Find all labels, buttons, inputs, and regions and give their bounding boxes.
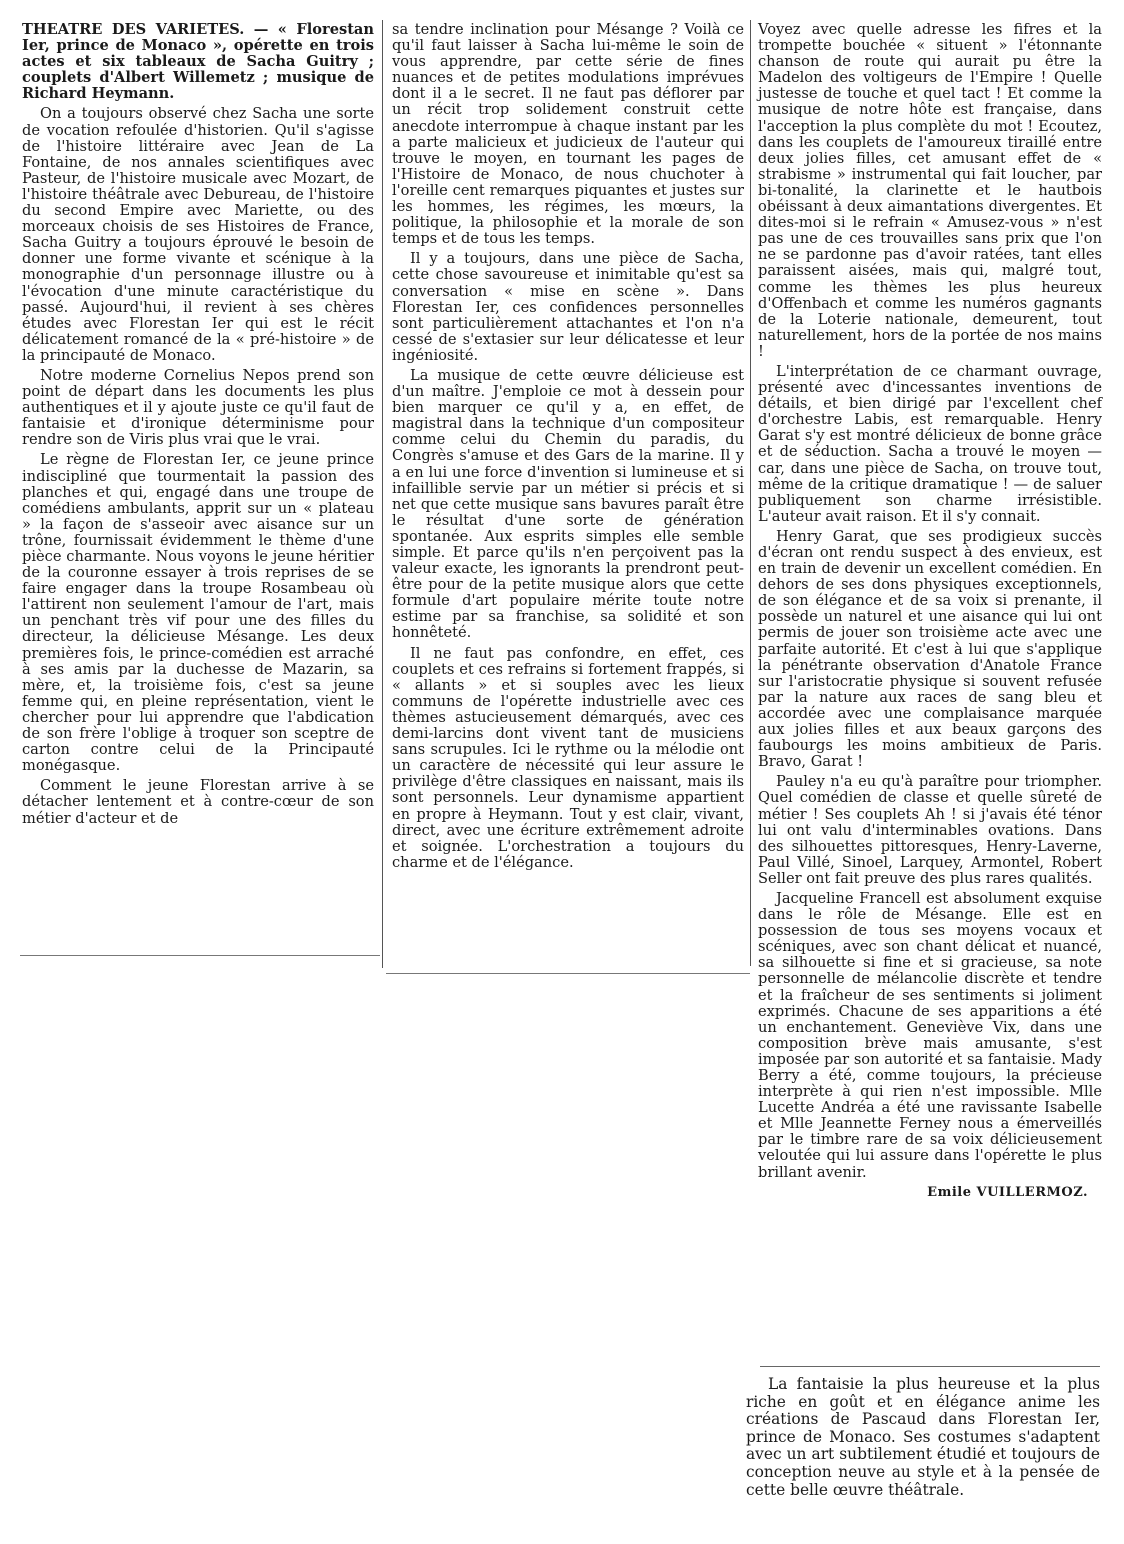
paragraph: Le règne de Florestan Ier, ce jeune prince indiscipliné que tourmentait la passion des planches et qui, engagé dans une troupe de comédiens ambulants, apprit sur un « plateau » la façon de s'asseoir avec aisance sur un trône, fournissait évidemment le thème d'une pièce charmante. Nous voyons le jeune héritier de la couronne essayer à trois reprises de se faire engager dans la troupe Rosambeau où l'attirent non seulement l'amour de l'art, mais un penchant très vif pour une des filles du directeur, la délicieuse Mésange. Les deux premières fois, le prince-comédien est arraché à ses amis par la duchesse de Mazarin, sa mère, et, la troisième fois, c'est sa jeune femme qui, en pleine représentation, vient le chercher pour lui apprendre que l'abdication de son frère l'oblige à troquer son sceptre de carton contre celui de la Principauté monégasque. [22,451,374,775]
column-divider [382,20,383,968]
paragraph: Jacqueline Francell est absolument exquise dans le rôle de Mésange. Elle est en possession de tous ses moyens vocaux et scéniques, avec son chant délicat et nuancé, sa silhouette si fine et si gracieuse, sa note personnelle de mélancolie discrète et tendre et la fraîcheur de ses sentiments si joliment exprimés. Chacune de ses apparitions a été un enchantement. Geneviève Vix, dans une composition brève mais amusante, s'est imposée par son autorité et sa fantaisie. Mady Berry a été, comme toujours, la précieuse interprète à qui rien n'est impossible. Mlle Lucette Andréa a été une ravissante Isabelle et Mlle Jeannette Ferney nous a émerveillés par le timbre rare de sa voix délicieusement veloutée qui lui assure dans l'opérette le plus brillant avenir. [758,889,1102,1181]
article-column-3 [758,22,1102,1201]
author-signature: Emile VUILLERMOZ. [927,1184,1088,1200]
paragraph: sa tendre inclination pour Mésange ? Voilà ce qu'il faut laisser à Sacha lui-même le soin de vous apprendre, par cette série de fines nuances et de petites modulations imprévues dont il a le secret. Il ne faut pas déflorer par un récit trop solidement construit cette anecdote interrompue à chaque instant par les a parte malicieux et judicieux de l'auteur qui trouve le moyen, en tournant les pages de l'Histoire de Monaco, de nous chuchoter à l'oreille cent remarques piquantes et justes sur les hommes, les régimes, les mœurs, la politique, la philosophie et la morale de son temps et de tous les temps. [392,21,744,248]
column-end-rule [20,955,380,956]
paragraph: Comment le jeune Florestan arrive à se détacher lentement et à contre-cœur de son métier d'acteur et de [22,777,374,827]
column-end-rule [386,973,750,974]
column-divider [750,20,751,966]
paragraph: Il ne faut pas confondre, en effet, ces couplets et ces refrains si fortement frappés, si « allants » et si souples avec les lieux communs de l'opérette industrielle avec ces thèmes astucieusement démarqués, avec ces demi-larcins dont vivent tant de musiciens sans scrupules. Ici le rythme ou la mélodie ont un caractère de nécessité qui leur assure le privilège d'être classiques en naissant, mais ils sont personnels. Leur dynamisme appartient en propre à Heymann. Tout y est clair, vivant, direct, avec une écriture extrêmement adroite et soignée. L'orchestration a toujours du charme et de l'élégance. [392,644,744,871]
article-column-1 [22,22,374,827]
paragraph: La musique de cette œuvre délicieuse est d'un maître. J'emploie ce mot à dessein pour bien marquer ce qu'il y a, en effet, de magistral dans la technique d'un compositeur comme celui du Chemin du paradis, du Congrès s'amuse et des Gars de la marine. Il y a en lui une force d'invention si lumineuse et si infaillible servie par un métier si précis et si net que cette musique sans bavures paraît être le résultat d'une sorte de génération spontanée. Aux esprits simples elle semble simple. Et parce qu'ils n'en perçoivent pas la valeur exacte, les ignorants la prendront peut-être pour de la petite musique alors que cette formule d'art populaire mérite toute notre estime par sa franchise, sa solidité et son honnêteté. [392,366,744,642]
paragraph: Voyez avec quelle adresse les fifres et la trompette bouchée « situent » l'étonnante chanson de route qui aurait pu être la Madelon des voltigeurs de l'Empire ! Quelle justesse de touche et quel tact ! Et comme la musique de notre hôte est française, dans l'acception la plus complète du mot ! Ecoutez, dans les couplets de l'amoureux tiraillé entre deux jolies filles, cet amusant effet de « strabisme » instrumental qui fait loucher, par bi-tonalité, la clarinette et le hautbois obéissant à deux aimantations divergentes. Et dites-moi si le refrain « Amusez-vous » n'est pas une de ces trouvailles sans prix que l'on ne se pardonne pas d'avoir ratées, tant elles paraissent aisées, mais qui, malgré tout, comme les thèmes les plus heureux d'Offenbach et comme les numéros gagnants de la Loterie nationale, demeurent, tout naturellement, hors de la portée de nos mains ! [758,21,1102,360]
paragraph: L'interprétation de ce charmant ouvrage, présenté avec d'incessantes inventions de détails, et bien dirigé par l'excellent chef d'orchestre Labis, est remarquable. Henry Garat s'y est montré délicieux de bonne grâce et de séduction. Sacha a trouvé le moyen — car, dans une pièce de Sacha, on trouve tout, même de la critique dramatique ! — de saluer publiquement son charme irrésistible. L'auteur avait raison. Et il s'y connait. [758,362,1102,525]
note-paragraph: La fantaisie la plus heureuse et la plus riche en goût et en élégance anime les créations de Pascaud dans Florestan Ier, prince de Monaco. Ses costumes s'adaptent avec un art subtilement étudié et toujours de conception neuve au style et à la pensée de cette belle œuvre théâtrale. [746,1375,1100,1499]
paragraph: On a toujours observé chez Sacha une sorte de vocation refoulée d'historien. Qu'il s'agisse de l'histoire littéraire avec Jean de La Fontaine, de nos annales scientifiques avec Pasteur, de l'histoire musicale avec Mozart, de l'histoire théâtrale avec Debureau, de l'histoire du second Empire avec Mariette, ou des morceaux choisis de ses Histoires de France, Sacha Guitry a toujours éprouvé le besoin de donner une forme vivante et scénique à la monographie d'un personnage illustre ou à l'évocation d'une minute caractéristique du passé. Aujourd'hui, il revient à ses chères études avec Florestan Ier qui est le récit délicatement romancé de la « pré-histoire » de la principauté de Monaco. [22,105,374,364]
paragraph: Notre moderne Cornelius Nepos prend son point de départ dans les documents les plus authentiques et il y ajoute juste ce qu'il faut de fantaisie et d'ironique déterminisme pour rendre son de Viris plus vrai que le vrai. [22,366,374,449]
signature-rule [760,1366,1100,1367]
article-headline: THEATRE DES VARIETES. — « Florestan Ier, prince de Monaco », opérette en trois actes et six tableaux de Sacha Guitry ; couplets d'Albert Willemetz ; musique de Richard Heymann. [22,21,374,103]
paragraph: Il y a toujours, dans une pièce de Sacha, cette chose savoureuse et inimitable qu'est sa conversation « mise en scène ». Dans Florestan Ier, ces confidences personnelles sont particulièrement attachantes et l'on n'a cessé de s'extasier sur leur délicatesse et leur ingéniosité. [392,250,744,364]
costume-note [746,1376,1100,1499]
paragraph: Pauley n'a eu qu'à paraître pour triompher. Quel comédien de classe et quelle sûreté de métier ! Ses couplets Ah ! si j'avais été ténor lui ont valu d'interminables ovations. Dans des silhouettes pittoresques, Henry-Laverne, Paul Villé, Sinoel, Larquey, Armontel, Robert Seller ont fait preuve des plus rares qualités. [758,773,1102,887]
article-column-2 [392,22,744,871]
paragraph: Henry Garat, que ses prodigieux succès d'écran ont rendu suspect à des envieux, est en train de devenir un excellent comédien. En dehors de ses dons physiques exceptionnels, de son élégance et de sa voix si prenante, il possède un naturel et une aisance qui lui ont permis de jouer son troisième acte avec une parfaite autorité. Et c'est à lui que s'applique la pénétrante observation d'Anatole France sur l'aristocratie physique si souvent refusée par la nature aux races de sang bleu et accordée avec une complaisance marquée aux jolies filles et aux beaux garçons des faubourgs les moins ambitieux de Paris. Bravo, Garat ! [758,527,1102,771]
